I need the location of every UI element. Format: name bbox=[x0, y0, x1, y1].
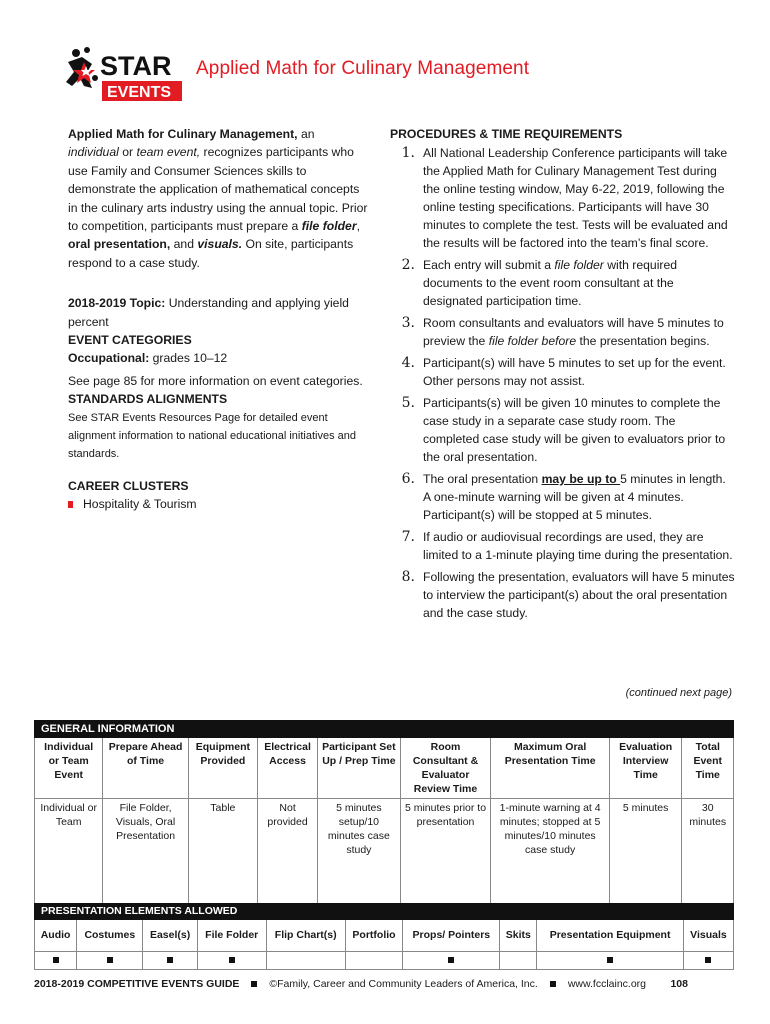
list-item: 6. The oral presentation may be up to 5 minutes in length. A one-minute warning will be given at 4 minutes. Participant(s) will be stopped at 5 minutes. bbox=[401, 471, 726, 522]
table-cell: 5 minutes bbox=[609, 799, 682, 909]
table-cell: Table bbox=[188, 799, 257, 909]
table-header: Total Event Time bbox=[682, 738, 734, 799]
table-header: Prepare Ahead of Time bbox=[103, 738, 188, 799]
footer-url: www.fcclainc.org bbox=[567, 978, 647, 990]
presentation-elements-table bbox=[34, 903, 734, 970]
svg-text:STAR: STAR bbox=[100, 51, 172, 81]
occupational-category: Occupational: grades 10–12 bbox=[68, 351, 228, 366]
continued-note: (continued next page) bbox=[625, 687, 732, 699]
table-header: Visuals bbox=[683, 920, 733, 952]
allowed-square-icon bbox=[53, 957, 59, 963]
svg-text:EVENTS: EVENTS bbox=[107, 84, 172, 101]
footer-copyright: ©Family, Career and Community Leaders of America, Inc. bbox=[269, 978, 538, 990]
list-item: 5. Participants(s) will be given 10 minutes to complete the case study in a separate case study room. The completed case study will be given to evaluators prior to the oral presentation. bbox=[401, 395, 726, 464]
table-header: Audio bbox=[35, 920, 77, 952]
allowed-square-icon bbox=[705, 957, 711, 963]
career-clusters-heading: CAREER CLUSTERS bbox=[68, 478, 189, 493]
event-description: Applied Math for Culinary Management, an individual or team event, recognizes participants who use Family and Consumer Sciences skills to demonstrate the application of mathematical concepts in the culinary arts industry using the annual topic. Prior to competition, participants must prepare a file folder, oral presentation, and visuals. On site, participants respond to a case study. bbox=[68, 127, 368, 270]
table-cell: 5 minutes prior to presentation bbox=[400, 799, 491, 909]
cluster-item: Hospitality & Tourism bbox=[68, 495, 368, 513]
table-header: Presentation Equipment bbox=[537, 920, 684, 952]
allowed-square-icon bbox=[229, 957, 235, 963]
allowed-cell bbox=[537, 952, 684, 970]
table-cell: File Folder, Visuals, Oral Presentation bbox=[103, 799, 188, 909]
table-row bbox=[35, 952, 734, 970]
table-header: Individual or Team Event bbox=[35, 738, 103, 799]
list-item: 7. If audio or audiovisual recordings are used, they are limited to a 1-minute playing time during the presentation. bbox=[401, 529, 733, 562]
square-separator-icon bbox=[251, 981, 257, 987]
table-cell: 1-minute warning at 4 minutes; stopped at 5 minutes/10 minutes case study bbox=[491, 799, 609, 909]
procedures-heading: PROCEDURES & TIME REQUIREMENTS bbox=[390, 127, 623, 141]
red-square-bullet-icon bbox=[68, 501, 73, 508]
list-item: 2. Each entry will submit a file folder with required documents to the event room consultant at the designated participation time. bbox=[401, 257, 678, 308]
event-name: Applied Math for Culinary Management, bbox=[68, 127, 298, 141]
left-column bbox=[68, 125, 368, 514]
general-information-table bbox=[34, 720, 734, 909]
list-item: 4. Participant(s) will have 5 minutes to set up for the event. Other persons may not assist. bbox=[401, 355, 726, 388]
table-header: Room Consultant & Evaluator Review Time bbox=[400, 738, 491, 799]
allowed-square-icon bbox=[607, 957, 613, 963]
allowed-square-icon bbox=[448, 957, 454, 963]
table-header: Maximum Oral Presentation Time bbox=[491, 738, 609, 799]
table-header: Easel(s) bbox=[143, 920, 197, 952]
page-footer bbox=[34, 978, 734, 990]
table-header-row bbox=[35, 738, 734, 799]
square-separator-icon bbox=[550, 981, 556, 987]
table-cell: 30 minutes bbox=[682, 799, 734, 909]
page-number: 108 bbox=[670, 978, 688, 990]
list-item: 3. Room consultants and evaluators will have 5 minutes to preview the file folder before the presentation begins. bbox=[401, 315, 724, 348]
table-cell: Not provided bbox=[257, 799, 317, 909]
list-item: 1. All National Leadership Conference participants will take the Applied Math for Culinary Management Test during the online testing window, May 6-22, 2019, following the online testing specifications. Participants will have 30 minutes to complete the test. Tests will be evaluated and the results will be factored into the team’s final score. bbox=[401, 145, 728, 250]
table-row bbox=[35, 799, 734, 909]
allowed-cell bbox=[35, 952, 77, 970]
table-header: Equipment Provided bbox=[188, 738, 257, 799]
allowed-cell bbox=[500, 952, 537, 970]
allowed-cell bbox=[197, 952, 266, 970]
table-header: Participant Set Up / Prep Time bbox=[318, 738, 400, 799]
allowed-cell bbox=[683, 952, 733, 970]
standards-note: See STAR Events Resources Page for detailed event alignment information to national educational initiatives and standards. bbox=[68, 411, 357, 460]
table-header: Evaluation Interview Time bbox=[609, 738, 682, 799]
table-title: GENERAL INFORMATION bbox=[35, 721, 734, 738]
allowed-cell bbox=[77, 952, 143, 970]
procedures-list bbox=[390, 144, 735, 622]
table-header: Portfolio bbox=[345, 920, 403, 952]
table-header: Props/ Pointers bbox=[403, 920, 500, 952]
table-header: Skits bbox=[500, 920, 537, 952]
allowed-cell bbox=[345, 952, 403, 970]
table-title: PRESENTATION ELEMENTS ALLOWED bbox=[35, 904, 734, 920]
table-header: Costumes bbox=[77, 920, 143, 952]
allowed-cell bbox=[266, 952, 345, 970]
footer-guide: 2018-2019 COMPETITIVE EVENTS GUIDE bbox=[34, 978, 240, 990]
table-header: Flip Chart(s) bbox=[266, 920, 345, 952]
table-cell: Individual or Team bbox=[35, 799, 103, 909]
table-header-row bbox=[35, 920, 734, 952]
categories-note: See page 85 for more information on event categories. bbox=[68, 373, 363, 388]
table-header: Electrical Access bbox=[257, 738, 317, 799]
star-events-logo-icon bbox=[62, 44, 186, 108]
standards-heading: STANDARDS ALIGNMENTS bbox=[68, 392, 228, 407]
allowed-cell bbox=[403, 952, 500, 970]
allowed-square-icon bbox=[167, 957, 173, 963]
list-item: 8. Following the presentation, evaluators will have 5 minutes to interview the participant(s) about the oral presentation and the case study. bbox=[401, 569, 735, 620]
topic: 2018-2019 Topic: Understanding and applying yield percent bbox=[68, 296, 349, 329]
allowed-cell bbox=[143, 952, 197, 970]
table-header: File Folder bbox=[197, 920, 266, 952]
event-categories-heading: EVENT CATEGORIES bbox=[68, 333, 192, 348]
allowed-square-icon bbox=[107, 957, 113, 963]
page-title: Applied Math for Culinary Management bbox=[196, 58, 530, 79]
star-events-logo bbox=[62, 44, 186, 108]
procedures-column bbox=[390, 125, 735, 626]
table-cell: 5 minutes setup/10 minutes case study bbox=[318, 799, 400, 909]
